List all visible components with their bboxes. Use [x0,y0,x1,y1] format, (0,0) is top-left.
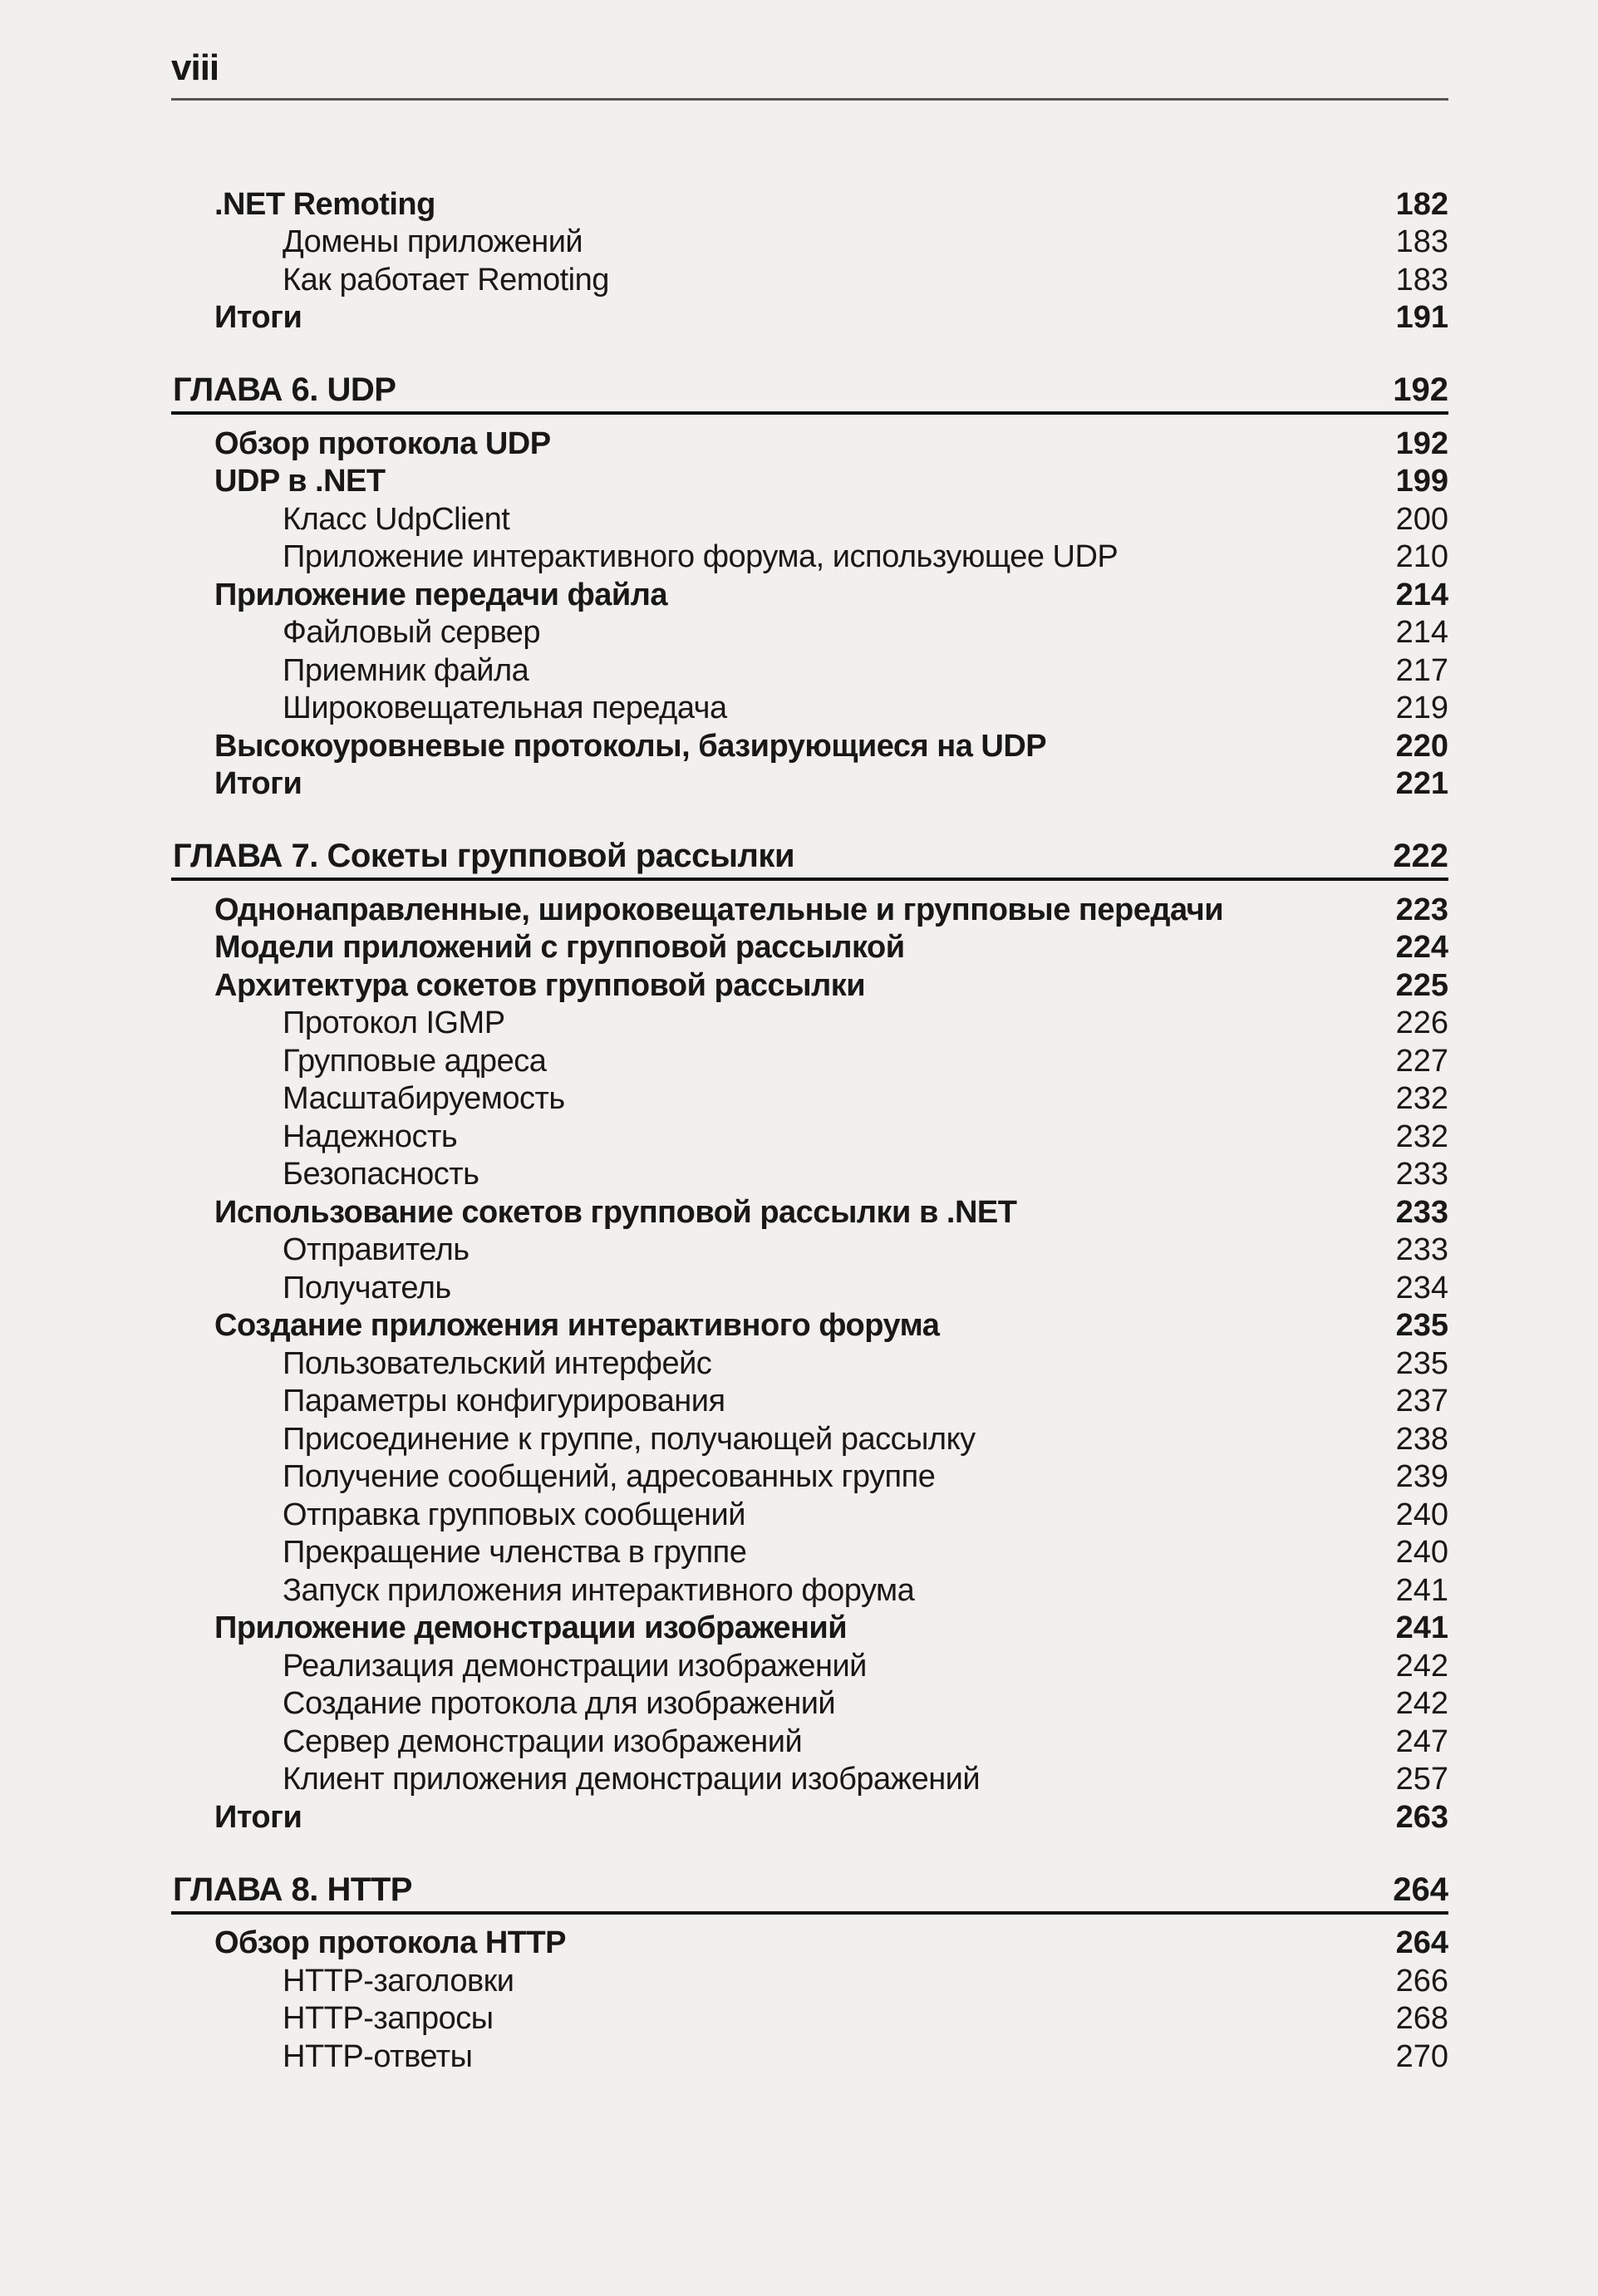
toc-entry-title: Модели приложений с групповой рассылкой [214,930,905,965]
toc-entry-page: 220 [1395,728,1448,764]
toc-subsection [171,1233,1448,1271]
toc-entry-page: 241 [1395,1610,1448,1645]
toc-entry-page: 183 [1395,262,1448,297]
toc-subsection [171,1044,1448,1082]
toc-entry-title: Присоединение к группе, получающей рассылку [283,1421,976,1457]
toc-entry-title: Пользовательский интерфейс [283,1345,712,1381]
toc-entry-page: 233 [1395,1232,1448,1267]
toc-section [171,1611,1448,1649]
toc-entry-page: 242 [1395,1648,1448,1684]
toc-entry-page: 217 [1395,652,1448,688]
toc-entry-title: ГЛАВА 6. UDP [173,371,396,408]
toc-entry-page: 240 [1395,1497,1448,1532]
toc-entry-title: Обзор протокола UDP [214,425,551,461]
toc-entry-page: 225 [1395,967,1448,1003]
toc-entry-title: Создание приложения интерактивного форума [214,1308,940,1343]
toc-section [171,187,1448,225]
toc-entry-page: 214 [1395,577,1448,612]
toc-entry-title: Протокол IGMP [283,1005,505,1040]
toc-subsection [171,1346,1448,1384]
toc-entry-page: 266 [1395,1963,1448,1999]
toc-section [171,465,1448,503]
toc-entry-title: Прекращение членства в группе [283,1535,747,1570]
header-rule [171,98,1448,101]
toc-section [171,729,1448,767]
chapter-heading [171,1856,1448,1915]
toc-subsection [171,1384,1448,1423]
toc-subsection [171,1573,1448,1611]
toc-entry-title: Параметры конфигурирования [283,1384,725,1418]
toc-entry-page: 270 [1395,2038,1448,2074]
toc-entry-page: 263 [1395,1799,1448,1835]
toc-entry-title: Высокоуровневые протоколы, базирующиеся на UDP [214,728,1047,764]
toc-subsection [171,616,1448,654]
toc-entry-page: 192 [1393,371,1448,408]
toc-entry-title: Архитектура сокетов групповой рассылки [214,967,866,1003]
toc-entry-title: Домены приложений [283,224,583,259]
toc-entry-page: 183 [1395,224,1448,259]
toc-entry-title: Безопасность [283,1157,479,1192]
toc-entry-page: 191 [1395,300,1448,335]
toc-entry-title: Широковещательная передача [283,691,727,725]
toc-entry-page: 268 [1395,2001,1448,2036]
toc-section [171,426,1448,465]
toc-entry-title: Как работает Remoting [283,262,609,297]
toc-entry-page: 222 [1393,838,1448,874]
toc-subsection [171,1119,1448,1158]
toc-entry-title: Надежность [283,1119,458,1154]
toc-entry-title: HTTP-ответы [283,2038,473,2074]
toc-entry-page: 233 [1395,1194,1448,1230]
toc-entry-title: Использование сокетов групповой рассылки в .NET [214,1194,1017,1230]
toc-entry-title: Клиент приложения демонстрации изображений [283,1762,981,1797]
toc-entry-title: Приложение передачи файла [214,577,668,612]
toc-entry-title: Приложение интерактивного форума, использующее UDP [283,539,1119,574]
toc-entry-page: 232 [1395,1119,1448,1154]
toc-entry-title: ГЛАВА 7. Сокеты групповой рассылки [173,838,795,874]
toc-subsection [171,2039,1448,2077]
toc-subsection [171,263,1448,301]
toc-subsection [171,1649,1448,1687]
toc-entry-page: 192 [1395,425,1448,461]
toc-subsection [171,1006,1448,1045]
toc-entry-page: 214 [1395,615,1448,650]
toc-subsection [171,1536,1448,1574]
toc-entry-page: 242 [1395,1686,1448,1721]
toc-subsection [171,1763,1448,1801]
toc-subsection [171,1724,1448,1763]
toc-subsection [171,1082,1448,1120]
toc-entry-title: Однонаправленные, широковещательные и групповые передачи [214,892,1224,927]
toc-entry-page: 232 [1395,1081,1448,1116]
toc-subsection [171,653,1448,691]
toc-entry-title: Отправитель [283,1232,470,1267]
toc-section [171,301,1448,339]
toc-subsection [171,502,1448,540]
toc-entry-page: 238 [1395,1421,1448,1457]
toc-section [171,767,1448,805]
toc-section [171,1195,1448,1233]
toc-entry-page: 219 [1395,691,1448,725]
toc-entry-page: 226 [1395,1005,1448,1040]
toc-section [171,1309,1448,1347]
toc-subsection [171,540,1448,578]
toc-entry-page: 234 [1395,1270,1448,1305]
toc-entry-title: HTTP-запросы [283,2001,494,2036]
toc-section [171,578,1448,616]
toc-entry-page: 247 [1395,1723,1448,1759]
toc-subsection [171,1497,1448,1536]
toc-section [171,892,1448,931]
toc-entry-page: 210 [1395,539,1448,574]
toc-entry-page: 264 [1393,1871,1448,1908]
toc-entry-title: Итоги [214,766,302,801]
toc-entry-title: Сервер демонстрации изображений [283,1723,803,1759]
toc-entry-title: Отправка групповых сообщений [283,1497,745,1532]
toc-section [171,968,1448,1006]
toc-section [171,1800,1448,1838]
toc-entry-page: 221 [1395,766,1448,801]
toc-entry-page: 235 [1395,1308,1448,1343]
toc-entry-page: 240 [1395,1535,1448,1570]
toc-subsection [171,1422,1448,1460]
chapter-heading [171,356,1448,415]
toc-subsection [171,1964,1448,2002]
toc-entry-page: 224 [1395,930,1448,965]
toc-section [171,1926,1448,1964]
toc-entry-page: 199 [1395,464,1448,499]
toc-entry-title: Групповые адреса [283,1043,547,1079]
toc-entry-title: Итоги [214,300,302,335]
toc-entry-title: ГЛАВА 8. HTTP [173,1871,412,1908]
toc-entry-title: Обзор протокола HTTP [214,1925,567,1960]
toc-entry-page: 239 [1395,1459,1448,1494]
toc-entry-page: 237 [1395,1384,1448,1418]
chapter-heading [171,823,1448,881]
toc-subsection [171,691,1448,730]
toc-subsection [171,1687,1448,1725]
toc-entry-page: 233 [1395,1157,1448,1192]
toc-subsection [171,225,1448,263]
toc-entry-page: 264 [1395,1925,1448,1960]
toc-subsection [171,1158,1448,1196]
toc-entry-title: .NET Remoting [214,186,435,222]
toc-entry-title: UDP в .NET [214,464,386,499]
toc-entry-title: Класс UdpClient [283,501,510,537]
toc-entry-title: Получатель [283,1270,451,1305]
toc-subsection [171,1271,1448,1309]
toc-subsection [171,1460,1448,1498]
toc-entry-page: 235 [1395,1345,1448,1381]
toc-entry-title: HTTP-заголовки [283,1963,514,1999]
toc-subsection [171,2002,1448,2040]
toc-entry-page: 241 [1395,1572,1448,1608]
page-number: viii [171,47,219,88]
toc-entry-title: Реализация демонстрации изображений [283,1648,867,1684]
toc-entry-title: Запуск приложения интерактивного форума [283,1572,915,1608]
toc-entry-page: 182 [1395,186,1448,222]
toc-entry-page: 257 [1395,1762,1448,1797]
toc-entry-page: 200 [1395,501,1448,537]
toc-entry-title: Файловый сервер [283,615,541,650]
toc-entry-title: Масштабируемость [283,1081,565,1116]
toc-entry-page: 227 [1395,1043,1448,1079]
toc-entry-title: Приложение демонстрации изображений [214,1610,848,1645]
toc-section [171,931,1448,969]
toc-entry-title: Приемник файла [283,652,529,688]
toc-entry-title: Создание протокола для изображений [283,1686,836,1721]
toc-entry-page: 223 [1395,892,1448,927]
toc-entry-title: Итоги [214,1799,302,1835]
table-of-contents [171,187,1448,2077]
toc-entry-title: Получение сообщений, адресованных группе [283,1459,936,1494]
